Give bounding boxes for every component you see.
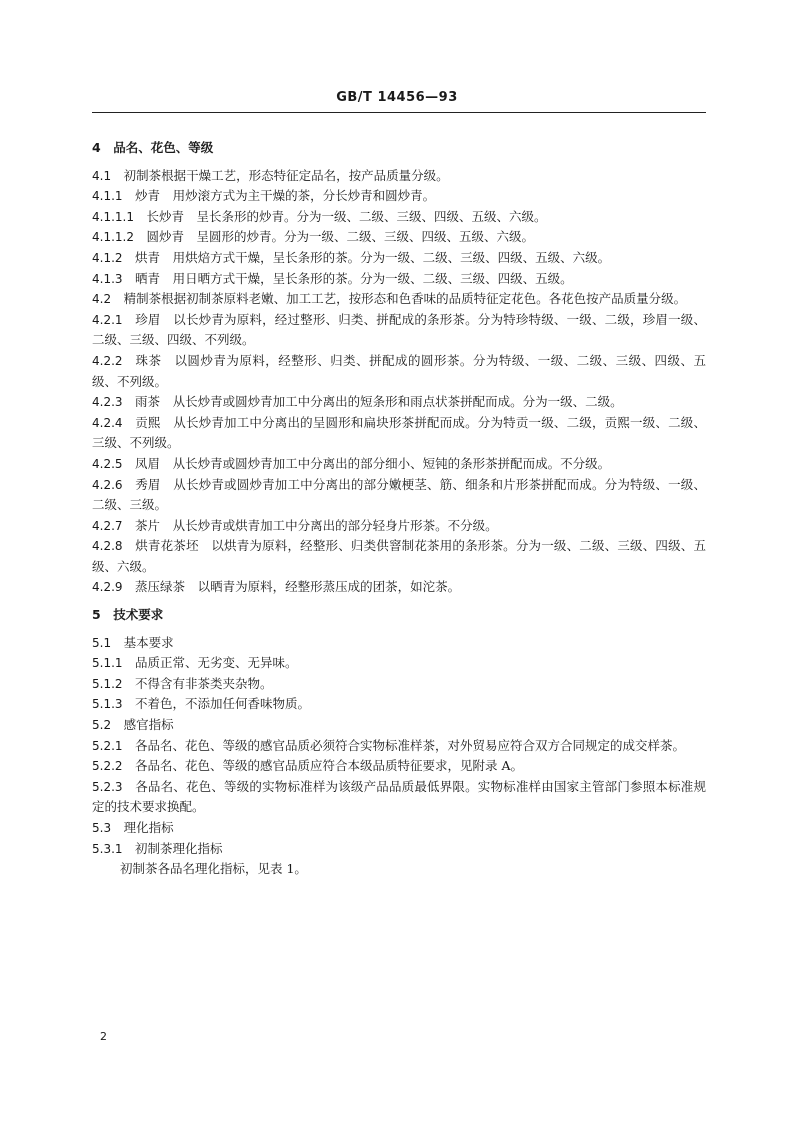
- clause-paragraph: [92, 516, 706, 537]
- clause-paragraph: [92, 756, 706, 777]
- clause-term: 长炒青: [146, 208, 184, 224]
- clause-number: 4.2.9: [92, 580, 123, 595]
- clause-paragraph: [92, 310, 706, 351]
- clause-term: 雨茶: [135, 394, 161, 410]
- clause-term: 烘青: [135, 249, 161, 265]
- clause-paragraph: [92, 289, 706, 310]
- clause-text: 基本要求: [123, 634, 174, 650]
- section-gap: [92, 598, 706, 605]
- clause-text: 从长炒青或圆炒青加工中分离出的部分嫩梗茎、筋、细条和片形茶拼配而成。分为特级、一级、二级、三级。: [92, 476, 706, 513]
- clause-paragraph: [92, 839, 706, 860]
- clause-paragraph: [92, 166, 706, 187]
- clause-number: 4.2.4: [92, 415, 123, 430]
- clause-text: 各品名、花色、等级的实物标准样为该级产品品质最低界限。实物标准样由国家主管部门参照本标准规定的技术要求换配。: [92, 778, 706, 815]
- clause-number: 4.1.1: [92, 189, 123, 204]
- clause-number: 5.3.1: [92, 841, 123, 856]
- section-heading: [92, 138, 706, 159]
- clause-number: 4.2.3: [92, 395, 123, 410]
- clause-number: 5.1.2: [92, 676, 123, 691]
- clause-paragraph: [92, 694, 706, 715]
- indented-paragraph: 初制茶各品名理化指标，见表 1。: [120, 861, 307, 877]
- clause-term: 茶片: [135, 517, 161, 533]
- clause-number: 4.1.2: [92, 250, 123, 265]
- clause-text: 用日晒方式干燥，呈长条形的茶。分为一级、二级、三级、四级、五级。: [172, 270, 573, 286]
- clause-number: 5.1.1: [92, 656, 123, 671]
- clause-number: 4.2: [92, 292, 112, 307]
- clause-number: 5.1: [92, 635, 112, 650]
- clause-number: 5.2.2: [92, 759, 123, 774]
- clause-term: 凤眉: [135, 455, 161, 471]
- clause-paragraph: [92, 269, 706, 290]
- clause-text: 各品名、花色、等级的感官品质应符合本级品质特征要求，见附录 A。: [135, 758, 524, 774]
- clause-text: 初制茶理化指标: [135, 840, 223, 856]
- clause-term: 贡熙: [135, 414, 161, 430]
- clause-text: 从长炒青或圆炒青加工中分离出的短条形和雨点状茶拼配而成。分为一级、二级。: [172, 394, 623, 410]
- clause-paragraph: [92, 186, 706, 207]
- clause-paragraph: [92, 351, 706, 392]
- clause-paragraph: [92, 207, 706, 228]
- clause-text: 不着色，不添加任何香味物质。: [135, 696, 311, 712]
- clause-text: 用烘焙方式干燥，呈长条形的茶。分为一级、二级、三级、四级、五级、六级。: [172, 249, 611, 265]
- clause-paragraph: [92, 413, 706, 454]
- clause-text: 各品名、花色、等级的感官品质必须符合实物标准样茶，对外贸易应符合双方合同规定的成交样茶。: [135, 737, 686, 753]
- clause-number: 4.2.2: [92, 353, 123, 368]
- clause-paragraph: [92, 674, 706, 695]
- clause-paragraph: [92, 653, 706, 674]
- clause-text: 以圆炒青为原料，经整形、归类、拼配成的圆形茶。分为特级、一级、二级、三级、四级、五级、不列级。: [92, 352, 706, 389]
- clause-paragraph: [92, 777, 706, 818]
- clause-term: 蒸压绿茶: [135, 579, 186, 595]
- clause-text: 从长炒青或烘青加工中分离出的部分轻身片形茶。不分级。: [172, 517, 498, 533]
- section-title: 品名、花色、等级: [113, 140, 214, 155]
- clause-paragraph: [92, 475, 706, 516]
- section-heading: [92, 605, 706, 626]
- header-divider: [92, 112, 706, 113]
- clause-paragraph: [92, 454, 706, 475]
- clause-text: 以晒青为原料，经整形蒸压成的团茶，如沱茶。: [197, 579, 461, 595]
- clause-number: 4.1: [92, 168, 112, 183]
- clause-text: 以长炒青为原料，经过整形、归类、拼配成的条形茶。分为特珍特级、一级、二级，珍眉一级、二级、三级、四级、不列级。: [92, 311, 706, 348]
- standard-number-header: GB/T 14456—93: [336, 90, 458, 105]
- clause-number: 4.1.1.2: [92, 230, 134, 245]
- clause-text: 品质正常、无劣变、无异味。: [135, 655, 298, 671]
- clause-text: 呈圆形的炒青。分为一级、二级、三级、四级、五级、六级。: [196, 229, 535, 245]
- clause-term: 晒青: [135, 270, 161, 286]
- clause-number: 4.1.1.1: [92, 209, 134, 224]
- clause-term: 烘青花茶坯: [135, 538, 199, 554]
- page-number: 2: [100, 1030, 107, 1043]
- clause-text: 从长炒青加工中分离出的呈圆形和扁块形茶拼配而成。分为特贡一级、二级，贡熙一级、二级、三级、不列级。: [92, 414, 706, 451]
- clause-term: 圆炒青: [146, 229, 184, 245]
- section-number: 5: [92, 607, 101, 623]
- clause-number: 5.2: [92, 718, 112, 733]
- clause-text: 理化指标: [123, 820, 174, 835]
- clause-text: 初制茶根据干燥工艺，形态特征定品名，按产品质量分级。: [123, 167, 449, 183]
- clause-paragraph: [92, 392, 706, 413]
- clause-term: 秀眉: [135, 476, 161, 492]
- clause-number: 4.2.5: [92, 456, 123, 471]
- clause-number: 4.2.8: [92, 539, 123, 554]
- clause-number: 4.2.7: [92, 518, 123, 533]
- clause-paragraph: [92, 736, 706, 757]
- clause-text: 从长炒青或圆炒青加工中分离出的部分细小、短钝的条形茶拼配而成。不分级。: [172, 455, 611, 471]
- clause-text: 精制茶根据初制茶原料老嫩、加工工艺，按形态和色香味的品质特征定花色。各花色按产品质量分级。: [123, 291, 687, 307]
- section-gap: [92, 626, 706, 633]
- clause-term: 炒青: [135, 188, 161, 204]
- clause-text: 用炒滚方式为主干燥的茶，分长炒青和圆炒青。: [172, 188, 436, 204]
- clause-number: 5.2.3: [92, 779, 123, 794]
- section-title: 技术要求: [113, 607, 164, 623]
- clause-number: 5.1.3: [92, 697, 123, 712]
- clause-paragraph: [92, 227, 706, 248]
- clause-paragraph: [92, 633, 706, 654]
- clause-text: 以烘青为原料，经整形、归类供窨制花茶用的条形茶。分为一级、二级、三级、四级、五级、六级。: [92, 538, 706, 574]
- clause-paragraph: [92, 715, 706, 736]
- clause-paragraph: [92, 536, 706, 577]
- clause-number: 4.2.1: [92, 312, 123, 327]
- clause-paragraph: [92, 577, 706, 598]
- section-gap: [92, 159, 706, 166]
- clause-paragraph: [92, 818, 706, 839]
- clause-number: 4.1.3: [92, 271, 123, 286]
- clause-text: 不得含有非茶类夹杂物。: [135, 675, 273, 691]
- clause-number: 4.2.6: [92, 477, 123, 492]
- clause-term: 珍眉: [135, 311, 161, 327]
- clause-term: 珠茶: [135, 352, 162, 368]
- document-body: [92, 138, 706, 880]
- section-number: 4: [92, 140, 101, 155]
- clause-number: 5.3: [92, 821, 112, 835]
- clause-text: 呈长条形的炒青。分为一级、二级、三级、四级、五级、六级。: [196, 208, 547, 224]
- clause-number: 5.2.1: [92, 738, 123, 753]
- clause-text: 感官指标: [123, 717, 174, 733]
- clause-paragraph: [92, 248, 706, 269]
